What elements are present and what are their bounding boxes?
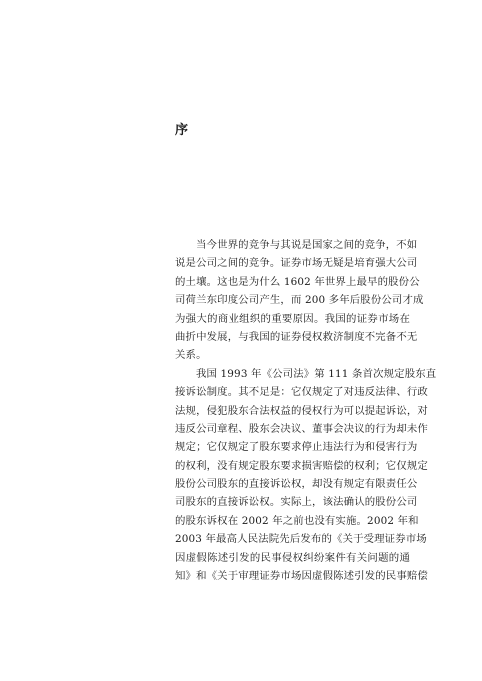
body-text bbox=[175, 236, 437, 585]
text-line: 股份公司股东的直接诉讼权，却没有规定有限责任公 bbox=[175, 478, 418, 491]
text-line: 法规，侵犯股东合法权益的侵权行为可以提起诉讼，对 bbox=[175, 404, 428, 417]
text-line: 为强大的商业组织的重要原因。我国的证券市场在 bbox=[175, 312, 410, 325]
text-line: 因虚假陈述引发的民事侵权纠纷案件有关问题的通 bbox=[175, 551, 410, 564]
text-line: 接诉讼制度。其不足是：它仅规定了对违反法律、行政 bbox=[175, 386, 428, 399]
text-line: 违反公司章程、股东会决议、董事会决议的行为却未作 bbox=[175, 422, 428, 435]
text-line: 的权利，没有规定股东要求损害赔偿的权利；它仅规定 bbox=[175, 459, 428, 472]
text-line: 知》和《关于审理证券市场因虚假陈述引发的民事赔偿 bbox=[175, 570, 428, 583]
text-line: 我国 1993 年《公司法》第 111 条首次规定股东直 bbox=[196, 367, 437, 380]
text-line: 的土壤。这也是为什么 1602 年世界上最早的股份公 bbox=[175, 275, 420, 288]
text-line: 关系。 bbox=[175, 349, 207, 362]
section-heading: 序 bbox=[175, 123, 190, 138]
text-line: 当今世界的竞争与其说是国家之间的竞争，不如 bbox=[196, 239, 418, 251]
text-line: 的股东诉权在 2002 年之前也没有实施。2002 年和 bbox=[175, 514, 419, 527]
text-line: 说是公司之间的竞争。证券市场无疑是培育强大公司 bbox=[175, 257, 418, 270]
text-line: 司荷兰东印度公司产生，而 200 多年后股份公司才成 bbox=[175, 294, 424, 307]
text-line: 2003 年最高人民法院先后发布的《关于受理证券市场 bbox=[175, 533, 427, 546]
text-line: 规定；它仅规定了股东要求停止违法行为和侵害行为 bbox=[175, 441, 418, 454]
text-line: 曲折中发展，与我国的证券侵权救济制度不完备不无 bbox=[175, 330, 418, 343]
text-line: 司股东的直接诉讼权。实际上，该法确认的股份公司 bbox=[175, 496, 418, 509]
